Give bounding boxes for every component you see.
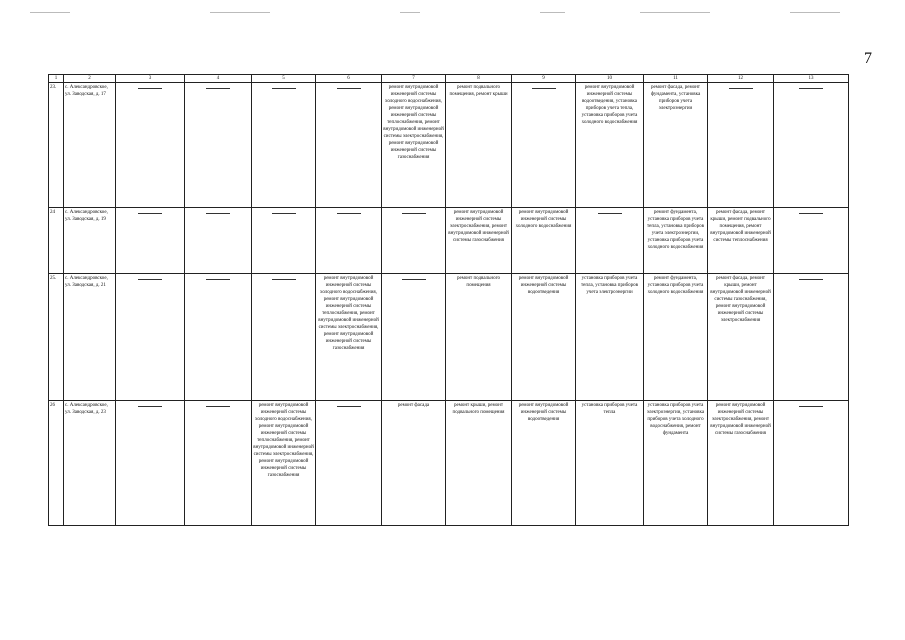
column-header: 4 bbox=[185, 75, 252, 83]
dash-mark bbox=[402, 213, 426, 214]
repair-schedule-table bbox=[48, 74, 849, 526]
address-cell: с. Александровское, ул. Заводская, д. 17 bbox=[64, 83, 116, 208]
table-row bbox=[49, 208, 849, 274]
dash-mark bbox=[206, 213, 230, 214]
row-number: 23. bbox=[49, 83, 64, 208]
work-cell: ремонт внутридомовой инженерной системы водоотведения bbox=[512, 401, 576, 526]
dash-cell bbox=[316, 83, 382, 208]
dash-mark bbox=[138, 279, 162, 280]
table-row bbox=[49, 83, 849, 208]
dash-cell bbox=[116, 401, 185, 526]
dash-mark bbox=[206, 88, 230, 89]
dash-cell bbox=[116, 83, 185, 208]
work-cell: установка приборов учета тепла bbox=[576, 401, 644, 526]
scan-noise bbox=[0, 0, 905, 12]
column-header: 8 bbox=[446, 75, 512, 83]
work-cell: ремонт внутридомовой инженерной системы водоотведения bbox=[512, 274, 576, 401]
dash-cell bbox=[185, 274, 252, 401]
dash-mark bbox=[799, 279, 823, 280]
dash-cell bbox=[316, 208, 382, 274]
work-cell: ремонт фасада bbox=[382, 401, 446, 526]
dash-mark bbox=[138, 406, 162, 407]
dash-cell bbox=[774, 83, 849, 208]
dash-cell bbox=[185, 83, 252, 208]
dash-cell bbox=[774, 274, 849, 401]
dash-mark bbox=[337, 406, 361, 407]
work-cell: установка приборов учета электроэнергии, установка приборов учета холодного водоснабжения, ремонт фундамента bbox=[644, 401, 708, 526]
dash-mark bbox=[532, 88, 556, 89]
work-cell: ремонт подвального помещения, ремонт крыши bbox=[446, 83, 512, 208]
row-number: 24 bbox=[49, 208, 64, 274]
address-cell: с. Александровское, ул. Заводская, д. 21 bbox=[64, 274, 116, 401]
dash-mark bbox=[799, 213, 823, 214]
work-cell: ремонт крыши, ремонт подвального помещения bbox=[446, 401, 512, 526]
page-number: 7 bbox=[864, 50, 872, 67]
column-header: 11 bbox=[644, 75, 708, 83]
dash-mark bbox=[337, 88, 361, 89]
work-cell: ремонт фасада, ремонт крыши, ремонт внутридомовой инженерной системы газоснабжения, ремонт внутридомовой инженерной системы электроснабжения bbox=[708, 274, 774, 401]
work-cell: ремонт внутридомовой инженерной системы холодного водоснабжения, ремонт внутридомовой инженерной системы теплоснабжения, ремонт внутридомовой инженерной системы электроснабжения, ремонт внутридомовой инженерной системы газоснабжения bbox=[252, 401, 316, 526]
dash-mark bbox=[337, 213, 361, 214]
dash-mark bbox=[799, 406, 823, 407]
work-cell: ремонт внутридомовой инженерной системы водоотведения, установка приборов учета тепла, установка приборов учета холодного водоснабжения bbox=[576, 83, 644, 208]
dash-cell bbox=[708, 83, 774, 208]
row-number: 26 bbox=[49, 401, 64, 526]
dash-cell bbox=[252, 83, 316, 208]
dash-mark bbox=[729, 88, 753, 89]
header-row bbox=[49, 75, 849, 83]
dash-cell bbox=[382, 274, 446, 401]
work-cell: ремонт внутридомовой инженерной системы холодного водоснабжения bbox=[512, 208, 576, 274]
work-cell: ремонт фасада, ремонт фундамента, установка приборов учета электроэнергии bbox=[644, 83, 708, 208]
column-header: 12 bbox=[708, 75, 774, 83]
dash-cell bbox=[512, 83, 576, 208]
dash-mark bbox=[799, 88, 823, 89]
column-header: 10 bbox=[576, 75, 644, 83]
dash-cell bbox=[252, 208, 316, 274]
column-header: 3 bbox=[116, 75, 185, 83]
work-cell: ремонт фасада, ремонт крыши, ремонт подвального помещения, ремонт внутридомовой инженерной системы теплоснабжения bbox=[708, 208, 774, 274]
row-number: 25. bbox=[49, 274, 64, 401]
address-cell: с. Александровское, ул. Заводская, д. 19 bbox=[64, 208, 116, 274]
dash-cell bbox=[774, 208, 849, 274]
dash-cell bbox=[185, 208, 252, 274]
column-header: 1 bbox=[49, 75, 64, 83]
dash-cell bbox=[382, 208, 446, 274]
work-cell: ремонт внутридомовой инженерной системы электроснабжения, ремонт внутридомовой инженерной системы газоснабжения bbox=[446, 208, 512, 274]
dash-cell bbox=[116, 208, 185, 274]
dash-mark bbox=[272, 279, 296, 280]
dash-mark bbox=[402, 279, 426, 280]
column-header: 9 bbox=[512, 75, 576, 83]
dash-cell bbox=[116, 274, 185, 401]
work-cell: ремонт фундамента, установка приборов учета холодного водоснабжения bbox=[644, 274, 708, 401]
column-header: 5 bbox=[252, 75, 316, 83]
dash-cell bbox=[576, 208, 644, 274]
dash-cell bbox=[774, 401, 849, 526]
column-header: 7 bbox=[382, 75, 446, 83]
dash-mark bbox=[272, 213, 296, 214]
column-header: 2 bbox=[64, 75, 116, 83]
column-header: 13 bbox=[774, 75, 849, 83]
dash-mark bbox=[138, 213, 162, 214]
dash-mark bbox=[272, 88, 296, 89]
work-cell: ремонт внутридомовой инженерной системы холодного водоснабжения, ремонт внутридомовой инженерной системы теплоснабжения, ремонт внутридомовой инженерной системы электроснабжения, ремонт внутридомовой инженерной системы газоснабжения bbox=[382, 83, 446, 208]
work-cell: ремонт внутридомовой инженерной системы электроснабжения, ремонт внутридомовой инженерной системы газоснабжения bbox=[708, 401, 774, 526]
work-cell: ремонт подвального помещения bbox=[446, 274, 512, 401]
dash-mark bbox=[598, 213, 622, 214]
dash-mark bbox=[206, 406, 230, 407]
address-cell: с. Александровское, ул. Заводская, д. 23 bbox=[64, 401, 116, 526]
dash-cell bbox=[316, 401, 382, 526]
table-row bbox=[49, 274, 849, 401]
dash-mark bbox=[138, 88, 162, 89]
work-cell: ремонт фундамента, установка приборов учета тепла, установка приборов учета электроэнергии, установка приборов учета холодного водоснабжения bbox=[644, 208, 708, 274]
work-cell: ремонт внутридомовой инженерной системы холодного водоснабжения, ремонт внутридомовой инженерной системы теплоснабжения, ремонт внутридомовой инженерной системы электроснабжения, ремонт внутридомовой инженерной системы газоснабжения bbox=[316, 274, 382, 401]
dash-cell bbox=[185, 401, 252, 526]
dash-mark bbox=[206, 279, 230, 280]
column-header: 6 bbox=[316, 75, 382, 83]
table-row bbox=[49, 401, 849, 526]
dash-cell bbox=[252, 274, 316, 401]
work-cell: установка приборов учета тепла, установка приборов учета электроэнергии bbox=[576, 274, 644, 401]
